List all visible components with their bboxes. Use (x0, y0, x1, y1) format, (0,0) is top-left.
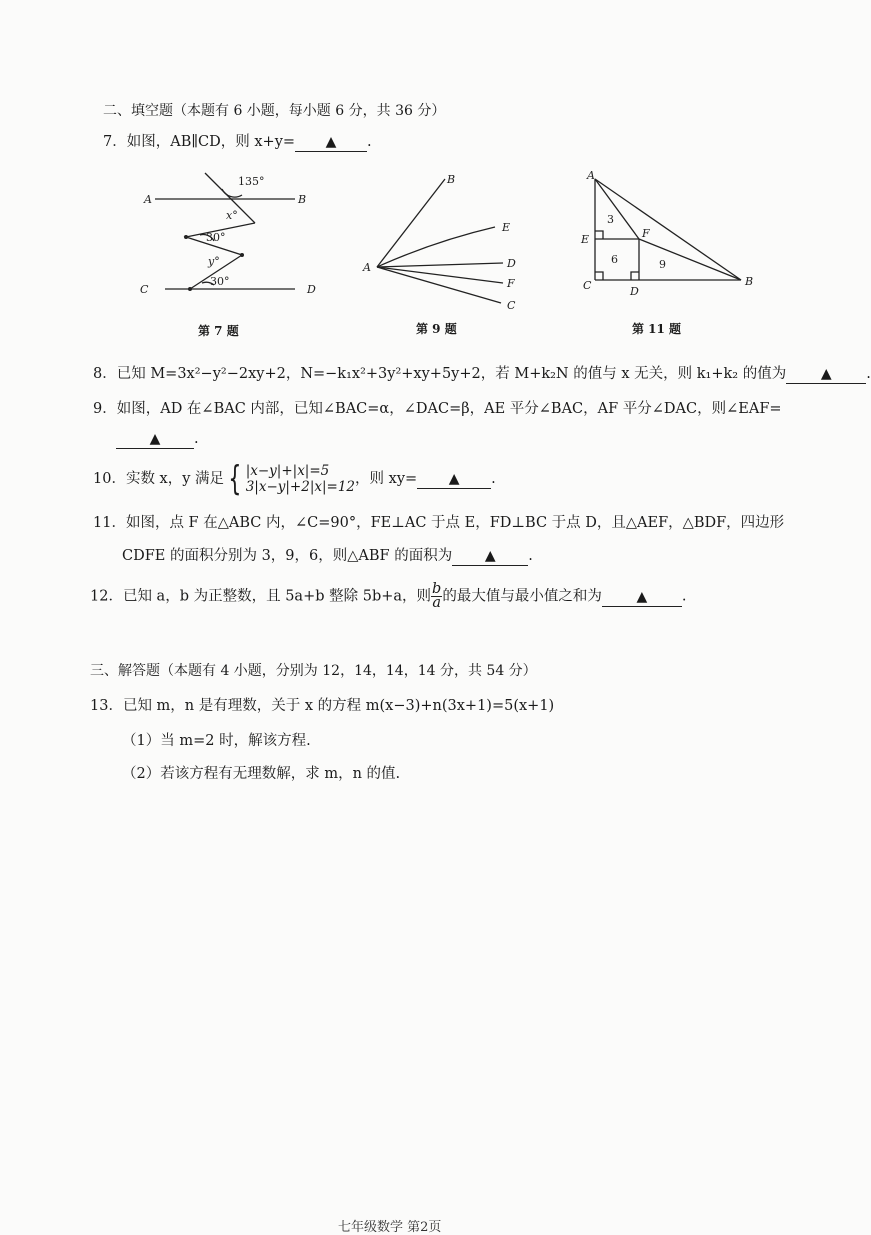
question-11-line1: 11．如图，点 F 在△ABC 内，∠C=90°，FE⊥AC 于点 E，FD⊥BC 于点 D，且△AEF，△BDF，四边形 (93, 515, 785, 531)
svg-text:A: A (144, 193, 152, 206)
question-11-line2: CDFE 的面积分别为 3，9，6，则△ABF 的面积为 ▲ . (122, 548, 533, 564)
figure-7 (130, 165, 330, 305)
question-7-text: 7．如图，AB∥CD，则 x+y= (103, 134, 296, 150)
svg-text:E: E (581, 233, 590, 246)
svg-text:D: D (307, 283, 316, 296)
svg-text:3: 3 (607, 213, 614, 226)
section2-header: 二、填空题（本题有 6 小题，每小题 6 分，共 36 分） (103, 103, 446, 119)
svg-text:C: C (140, 283, 149, 296)
svg-text:30°: 30° (210, 275, 230, 288)
svg-text:y°: y° (208, 255, 220, 268)
question-9-answer-line: ▲ . (116, 430, 199, 449)
answer-blank-9[interactable]: ▲ (116, 430, 194, 449)
figure-9 (355, 165, 535, 315)
answer-blank-7[interactable]: ▲ (295, 133, 367, 152)
question-13-part1: （1）当 m=2 时，解该方程. (122, 733, 311, 749)
question-7: 7．如图，AB∥CD，则 x+y= ▲ . (103, 134, 372, 150)
svg-text:C: C (507, 299, 516, 312)
question-10-prefix: 10．实数 x，y 满足 (93, 471, 225, 487)
figure-11-caption: 第 11 题 (632, 322, 682, 336)
svg-text:6: 6 (611, 253, 618, 266)
question-8-text: 8．已知 M=3x²−y²−2xy+2，N=−k₁x²+3y²+xy+5y+2，若 M+k₂N 的值与 x 无关，则 k₁+k₂ 的值为 (93, 366, 787, 382)
svg-text:C: C (583, 279, 592, 292)
figure-11 (575, 165, 760, 305)
figure-7-caption: 第 7 题 (198, 324, 239, 338)
figure-9-caption: 第 9 题 (416, 322, 457, 336)
svg-text:x°: x° (226, 209, 238, 222)
answer-blank-11[interactable]: ▲ (452, 547, 528, 566)
page-footer: 七年级数学 第2页 (338, 1220, 442, 1235)
svg-text:B: B (447, 173, 456, 186)
svg-text:D: D (507, 257, 516, 270)
svg-text:F: F (642, 227, 650, 240)
question-8: 8．已知 M=3x²−y²−2xy+2，N=−k₁x²+3y²+xy+5y+2，若 M+k₂N 的值与 x 无关，则 k₁+k₂ 的值为 ▲ . (93, 366, 871, 382)
equation-system: |x−y|+|x|=5 3|x−y|+2|x|=12 (245, 463, 356, 495)
svg-text:A: A (587, 169, 595, 182)
answer-blank-8[interactable]: ▲ (786, 365, 866, 384)
question-9-text: 9．如图，AD 在∠BAC 内部，已知∠BAC=α，∠DAC=β，AE 平分∠BAC，AF 平分∠DAC，则∠EAF= (93, 401, 782, 417)
question-13-stem: 13．已知 m，n 是有理数，关于 x 的方程 m(x−3)+n(3x+1)=5(x+1) (90, 698, 555, 714)
svg-text:B: B (745, 275, 754, 288)
question-12-prefix: 12．已知 a，b 为正整数，且 5a+b 整除 5b+a，则 (90, 588, 432, 605)
fraction-b-over-a: $\frac{b}{a}$ (432, 581, 442, 611)
section3-header: 三、解答题（本题有 4 小题，分别为 12，14，14，14 分，共 54 分） (90, 663, 537, 679)
svg-text:D: D (630, 285, 639, 298)
answer-blank-10[interactable]: ▲ (417, 470, 491, 489)
svg-text:135°: 135° (238, 175, 265, 188)
question-12: 12．已知 a，b 为正整数，且 5a+b 整除 5b+a，则 $\frac{b}{a}$ 的最大值与最小值之和为 ▲ . (90, 581, 687, 611)
svg-text:A: A (363, 261, 371, 274)
svg-text:B: B (298, 193, 307, 206)
svg-text:9: 9 (659, 258, 666, 271)
svg-text:30°: 30° (206, 231, 226, 244)
svg-text:F: F (507, 277, 515, 290)
svg-text:E: E (502, 221, 511, 234)
question-10: 10．实数 x，y 满足 { |x−y|+|x|=5 3|x−y|+2|x|=12 ，则 xy= ▲ . (93, 459, 496, 499)
answer-blank-12[interactable]: ▲ (602, 588, 682, 607)
question-13-part2: （2）若该方程有无理数解，求 m，n 的值. (122, 766, 401, 782)
